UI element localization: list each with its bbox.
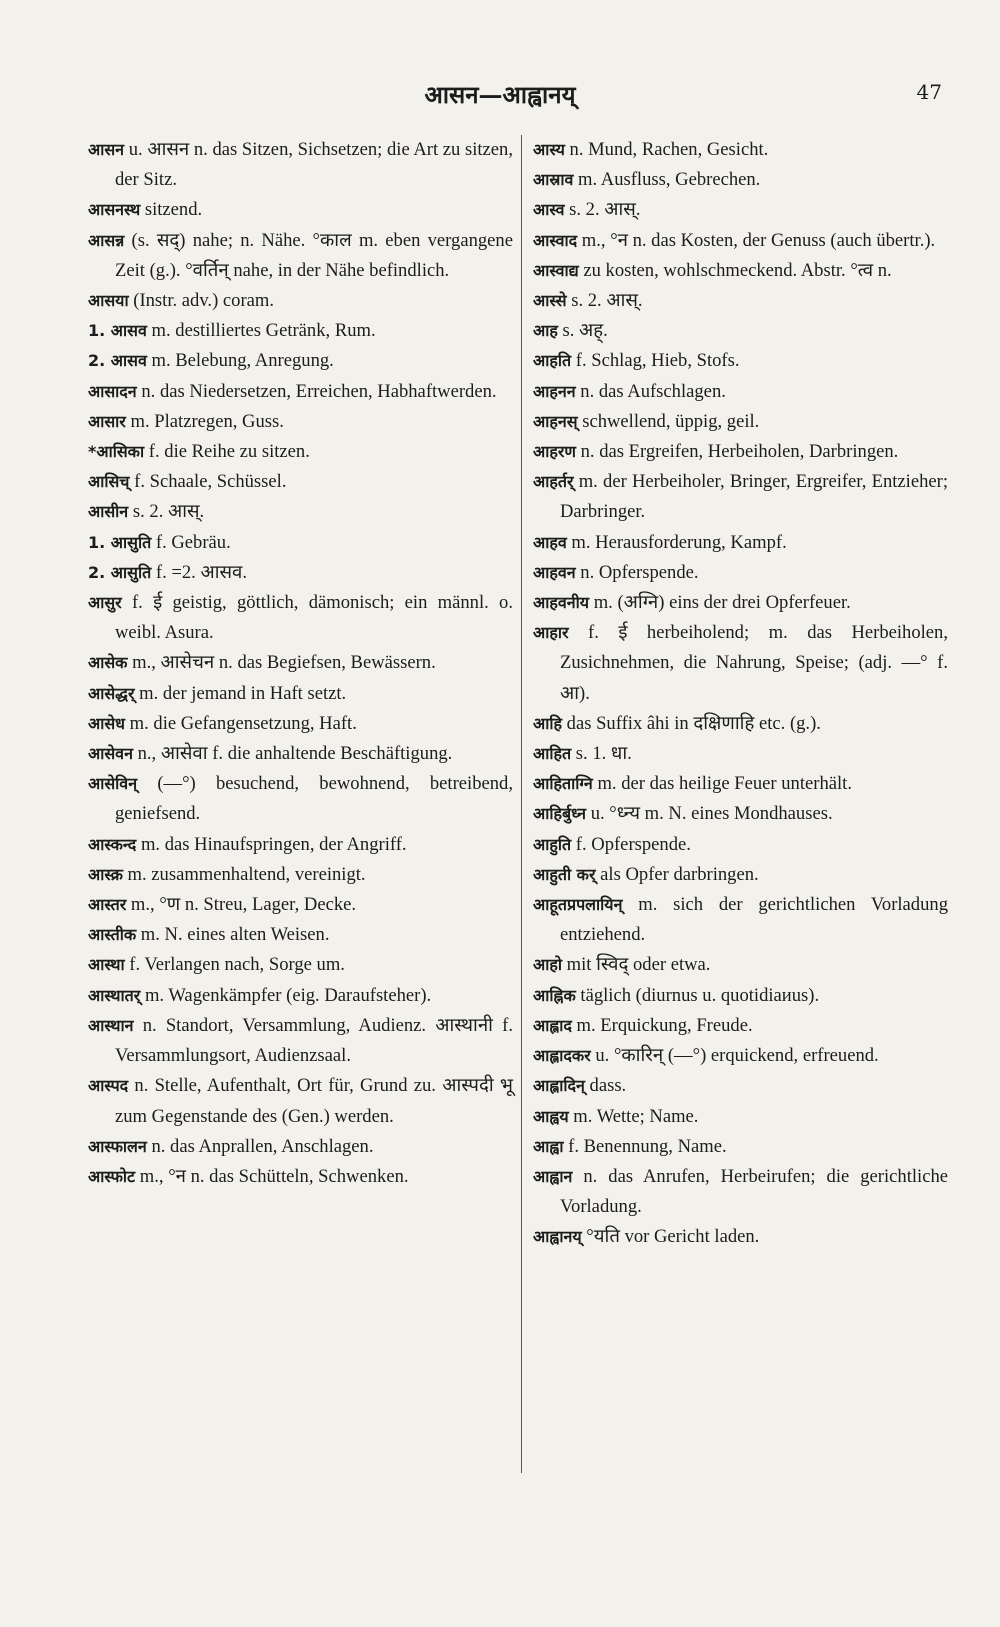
headword: आहर्तर् (533, 472, 574, 492)
headword: आह्वय (533, 1106, 569, 1126)
definition: m., °न n. das Kosten, der Genuss (auch übertr.). (581, 229, 936, 251)
dictionary-entry (88, 226, 513, 286)
headword: आहति (533, 351, 572, 371)
dictionary-entry (88, 860, 513, 890)
definition: f. =2. आसव. (155, 561, 248, 583)
definition: f. Verlangen nach, Sorge um. (129, 954, 345, 976)
definition: n. das Ergreifen, Herbeiholen, Darbringen. (580, 441, 899, 463)
dictionary-entry (88, 346, 513, 376)
definition: schwellend, üppig, geil. (582, 410, 760, 432)
headword: आहुती कर् (533, 864, 596, 884)
dictionary-entry (88, 467, 513, 497)
definition: m. Platzregen, Guss. (130, 410, 284, 432)
headword: आसार (88, 411, 126, 431)
dictionary-entry (88, 135, 513, 195)
headword: आसुर (88, 593, 122, 613)
definition: m. Wette; Name. (573, 1105, 699, 1127)
definition: m. N. eines alten Weisen. (140, 924, 330, 946)
headword: आह (533, 321, 558, 341)
definition: f. Schlag, Hieb, Stofs. (575, 350, 740, 372)
headword: आस्वाद (533, 230, 578, 250)
dictionary-entry (88, 407, 513, 437)
dictionary-entry (533, 1102, 948, 1132)
headword: आस्राव (533, 170, 574, 190)
dictionary-entry (88, 1132, 513, 1162)
headword: आस्वाद्य (533, 260, 579, 280)
definition: f. Gebräu. (155, 531, 231, 553)
definition: m. der jemand in Haft setzt. (139, 682, 347, 704)
dictionary-entry (533, 1222, 948, 1252)
headword: आह्निक (533, 985, 576, 1005)
headword: आहनस् (533, 411, 578, 431)
headword: आहव (533, 532, 567, 552)
headword: आस्था (88, 955, 125, 975)
dictionary-entry (88, 558, 513, 588)
dictionary-entry (88, 950, 513, 980)
headword: आस्फालन (88, 1136, 147, 1156)
dictionary-entry (88, 528, 513, 558)
dictionary-entry (533, 709, 948, 739)
dictionary-entry (88, 679, 513, 709)
dictionary-entry (533, 286, 948, 316)
headword: आस्क्र (88, 864, 123, 884)
dictionary-entry (533, 1132, 948, 1162)
headword: आहुति (533, 834, 572, 854)
definition: n. Mund, Rachen, Gesicht. (569, 139, 769, 160)
dictionary-entry (88, 830, 513, 860)
definition: n. Stelle, Aufenthalt, Ort für, Grund zu. आस्पदी भू zum Gegenstande des (Gen.) werden. (115, 1075, 513, 1127)
page-header (0, 78, 1000, 108)
headword: आहिताग्नि (533, 774, 593, 794)
definition: f. die Reihe zu sitzen. (148, 441, 310, 463)
dictionary-entry (533, 165, 948, 195)
dictionary-entry (533, 467, 948, 527)
definition: n. das Niedersetzen, Erreichen, Habhaftwerden. (141, 380, 497, 402)
dictionary-entry (88, 769, 513, 829)
headword: *आसिका (88, 442, 145, 462)
headword: आहार (533, 623, 569, 643)
definition: m. der Herbeiholer, Bringer, Ergreifer, Entzieher; Darbringer. (560, 471, 948, 523)
dictionary-entry (88, 497, 513, 527)
headword: आसया (88, 291, 129, 311)
headword: आहूतप्रपलायिन् (533, 895, 623, 915)
definition: m. zusammenhaltend, vereinigt. (127, 863, 366, 885)
headword: आस्य (533, 140, 565, 159)
definition: m., °न n. das Schütteln, Schwenken. (139, 1165, 409, 1187)
dictionary-entry (533, 799, 948, 829)
definition: m. Ausfluss, Gebrechen. (578, 169, 761, 191)
headword: आसेविन् (88, 774, 138, 794)
dictionary-entry (533, 558, 948, 588)
dictionary-entry (533, 346, 948, 376)
dictionary-entry (88, 709, 513, 739)
dictionary-entry (533, 1041, 948, 1071)
definition: u. °कारिन् (—°) erquickend, erfreuend. (595, 1045, 879, 1067)
definition: zu kosten, wohlschmeckend. Abstr. °त्व n. (583, 259, 892, 281)
dictionary-entry (533, 1011, 948, 1041)
headword: आस्थान (88, 1015, 134, 1035)
headword: आहित (533, 744, 572, 764)
headword: आस्फोट (88, 1166, 136, 1186)
headword: 1. आसुति (88, 532, 152, 552)
headword: आसेवन (88, 744, 133, 764)
dictionary-entry (533, 226, 948, 256)
dictionary-entry (533, 860, 948, 890)
headword: आहवन (533, 562, 576, 582)
dictionary-entry (533, 1071, 948, 1101)
definition: sitzend. (144, 199, 203, 221)
dictionary-entry (533, 588, 948, 618)
headword: आसीन (88, 502, 129, 522)
dictionary-entry (533, 135, 948, 165)
headword: आह्वा (533, 1136, 564, 1156)
headword: आस्तर (88, 895, 127, 915)
headword: आसेक (88, 653, 128, 673)
definition: u. आसन n. das Sitzen, Sichsetzen; die Art zu sitzen, der Sitz. (115, 139, 513, 191)
dictionary-entry (88, 1071, 513, 1131)
dictionary-entry (533, 195, 948, 225)
dictionary-entry (88, 437, 513, 467)
definition: m. Wagenkämpfer (eig. Daraufsteher). (144, 984, 432, 1006)
headword: 2. आसुति (88, 562, 152, 582)
definition: s. 1. धा. (575, 743, 632, 765)
definition: mit स्विद् oder etwa. (566, 954, 711, 976)
dictionary-entry (88, 648, 513, 678)
definition: m., आसेचन n. das Begiefsen, Bewässern. (132, 652, 436, 674)
headword: आसनस्थ (88, 200, 141, 220)
headword: आहि (533, 713, 562, 733)
definition: n. das Aufschlagen. (580, 380, 726, 402)
dictionary-entry (533, 407, 948, 437)
headword: आहिर्बुध्न (533, 804, 587, 824)
dictionary-entry (533, 437, 948, 467)
definition: m. (अग्नि) eins der drei Opferfeuer. (593, 592, 851, 614)
dictionary-entry (88, 739, 513, 769)
definition: (Instr. adv.) coram. (133, 290, 275, 312)
headword: आसेध (88, 713, 126, 733)
definition: m. Erquickung, Freude. (576, 1014, 753, 1036)
headword: आस्व (533, 200, 565, 220)
dictionary-entry (88, 890, 513, 920)
column-divider (521, 135, 522, 1473)
dictionary-entry (88, 286, 513, 316)
headword: आह्लादकर (533, 1046, 591, 1066)
definition: (—°) besuchend, bewohnend, betreibend, geniefsend. (115, 773, 513, 825)
definition: das Suffix âhi in दक्षिणाहि etc. (g.). (566, 712, 821, 734)
definition: f. Schaale, Schüssel. (134, 471, 287, 493)
definition: dass. (589, 1075, 627, 1097)
dictionary-entry (533, 769, 948, 799)
definition: °यति vor Gericht laden. (586, 1226, 760, 1248)
definition: n. das Anprallen, Anschlagen. (151, 1135, 374, 1157)
definition: täglich (diurnus u. quotidiaиus). (580, 984, 820, 1006)
headword: आह्लादिन् (533, 1076, 585, 1096)
headword: आसन (88, 140, 125, 159)
headword: आस्पद (88, 1076, 129, 1096)
definition: s. 2. आस्. (571, 290, 643, 312)
dictionary-entry (533, 981, 948, 1011)
definition: f. Benennung, Name. (568, 1135, 727, 1157)
definition: m., °ण n. Streu, Lager, Decke. (130, 894, 357, 916)
headword: 2. आसव (88, 351, 147, 371)
headword: आस्थातर् (88, 985, 141, 1005)
dictionary-entry (533, 890, 948, 950)
dictionary-entry (533, 830, 948, 860)
definition: u. °ध्न्य m. N. eines Mondhauses. (590, 803, 833, 825)
definition: n., आसेवा f. die anhaltende Beschäftigung. (137, 743, 453, 765)
definition: s. 2. आस्. (132, 501, 205, 523)
headword: आह्वानय् (533, 1227, 582, 1247)
left-column (88, 135, 513, 1192)
definition: m. das Hinaufspringen, der Angriff. (140, 833, 407, 855)
definition: n. Standort, Versammlung, Audienz. आस्थानी f. Versammlungsort, Audienzsaal. (115, 1014, 513, 1067)
headword: आसेद्धर् (88, 683, 135, 703)
definition: m. die Gefangensetzung, Haft. (129, 712, 357, 734)
headword: आहरण (533, 442, 576, 462)
definition: m. der das heilige Feuer unterhält. (597, 773, 852, 795)
dictionary-entry (88, 316, 513, 346)
definition: (s. सद्) nahe; n. Nähe. °काल m. eben vergangene Zeit (g.). °वर्तिन् nahe, in der Nähe befindlich. (115, 229, 513, 281)
dictionary-entry (88, 920, 513, 950)
headword: आस्कन्द (88, 834, 137, 854)
definition: f. Opferspende. (575, 833, 691, 855)
headword: आस्से (533, 291, 567, 311)
headword: आहनन (533, 381, 576, 401)
dictionary-entry (533, 1162, 948, 1222)
dictionary-entry (533, 618, 948, 709)
definition: m. Belebung, Anregung. (151, 350, 334, 372)
dictionary-entry (533, 377, 948, 407)
dictionary-entry (88, 981, 513, 1011)
headword: आहो (533, 955, 562, 975)
page-number: 47 (916, 80, 942, 104)
dictionary-entry (533, 316, 948, 346)
definition: f. ई herbeiholend; m. das Herbeiholen, Zusichnehmen, die Nahrung, Speise; (adj. —° f. आ). (560, 622, 948, 704)
definition: als Opfer darbringen. (600, 863, 759, 885)
dictionary-entry (533, 256, 948, 286)
headword: आस्तीक (88, 925, 137, 945)
right-column (533, 135, 948, 1253)
headword: आसन्न (88, 230, 125, 250)
definition: m. destilliertes Getränk, Rum. (151, 320, 376, 342)
headword: आह्वान (533, 1166, 573, 1186)
dictionary-entry (533, 950, 948, 980)
definition: s. अह्. (562, 320, 608, 342)
dictionary-entry (88, 1011, 513, 1071)
definition: f. ई geistig, göttlich, dämonisch; ein männl. o. weibl. Asura. (115, 592, 513, 644)
definition: m. sich der gerichtlichen Vorladung entziehend. (560, 894, 948, 946)
dictionary-entry (88, 1162, 513, 1192)
definition: s. 2. आस्. (569, 199, 641, 221)
dictionary-entry (88, 377, 513, 407)
dictionary-entry (88, 588, 513, 648)
running-head: आसन—आह्वानय् (424, 80, 576, 109)
headword: आह्लाद (533, 1015, 572, 1035)
dictionary-entry (533, 528, 948, 558)
headword: आसिच् (88, 472, 130, 492)
definition: n. Opferspende. (580, 561, 699, 583)
headword: आसादन (88, 381, 137, 401)
definition: m. Herausforderung, Kampf. (571, 531, 787, 553)
dictionary-entry (88, 195, 513, 225)
headword: 1. आसव (88, 321, 147, 341)
dictionary-entry (533, 739, 948, 769)
headword: आहवनीय (533, 593, 590, 613)
definition: n. das Anrufen, Herbeirufen; die gerichtliche Vorladung. (560, 1165, 948, 1218)
